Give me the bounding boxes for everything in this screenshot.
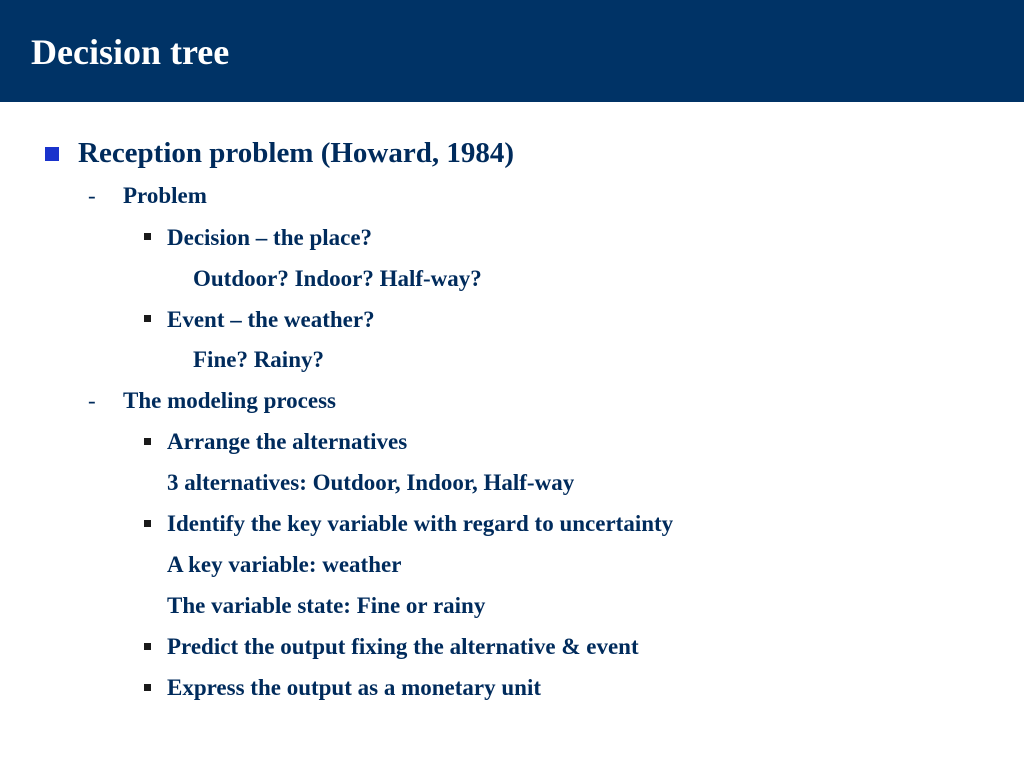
slide-title: Decision tree [31, 32, 230, 72]
item-identify-detail-state: The variable state: Fine or rainy [167, 593, 486, 618]
small-square-bullet-icon [144, 315, 151, 322]
item-identify-detail-key: A key variable: weather [167, 552, 402, 577]
item-decision: Decision – the place? [167, 225, 373, 250]
dash-bullet-icon: - [88, 183, 96, 208]
small-square-bullet-icon [144, 643, 151, 650]
item-arrange: Arrange the alternatives [167, 429, 408, 454]
item-modeling-process: The modeling process [123, 388, 336, 413]
small-square-bullet-icon [144, 233, 151, 240]
item-event-options: Fine? Rainy? [193, 347, 324, 372]
item-identify: Identify the key variable with regard to uncertainty [167, 511, 674, 536]
item-event: Event – the weather? [167, 307, 375, 332]
item-express: Express the output as a monetary unit [167, 675, 541, 700]
heading-reception-problem: Reception problem (Howard, 1984) [78, 137, 515, 169]
small-square-bullet-icon [144, 684, 151, 691]
small-square-bullet-icon [144, 520, 151, 527]
small-square-bullet-icon [144, 438, 151, 445]
item-arrange-detail: 3 alternatives: Outdoor, Indoor, Half-way [167, 470, 575, 495]
square-bullet-icon [45, 147, 59, 161]
item-predict: Predict the output fixing the alternative & event [167, 634, 639, 659]
item-problem: Problem [123, 183, 207, 208]
item-decision-options: Outdoor? Indoor? Half-way? [193, 266, 482, 291]
dash-bullet-icon: - [88, 388, 96, 413]
